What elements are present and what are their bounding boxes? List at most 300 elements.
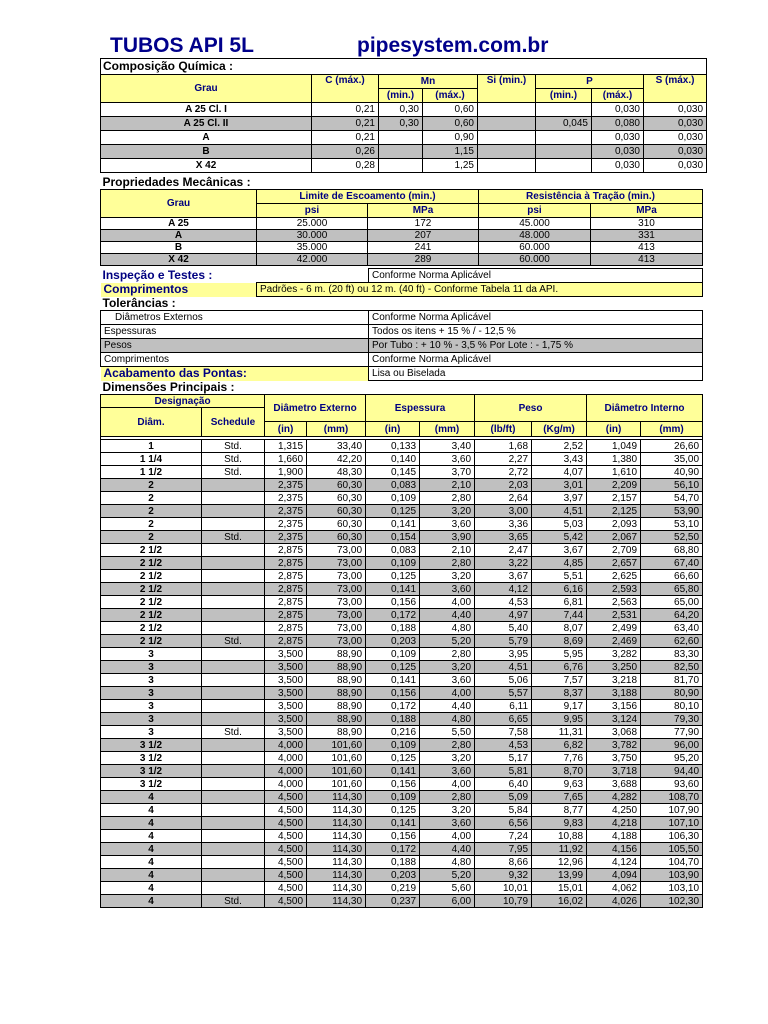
- cell-lim-psi: 35.000: [257, 242, 368, 254]
- col-mn-min: (min.): [379, 89, 423, 103]
- cell-dint-in: 4,188: [587, 830, 641, 843]
- cell-esp-in: 0,125: [366, 505, 420, 518]
- cell-peso-kgm: 5,42: [532, 531, 587, 544]
- cell-peso-lbft: 6,11: [475, 700, 532, 713]
- cell-esp-mm: 4,80: [420, 622, 475, 635]
- cell-peso-kgm: 4,51: [532, 505, 587, 518]
- cell-peso-lbft: 7,24: [475, 830, 532, 843]
- cell-dext-in: 2,875: [265, 557, 307, 570]
- cell-esp-in: 0,109: [366, 648, 420, 661]
- dimensoes-row: [101, 440, 703, 453]
- cell-dint-in: 2,209: [587, 479, 641, 492]
- cell-esp-in: 0,141: [366, 765, 420, 778]
- cell-diam: 3: [101, 648, 202, 661]
- cell-s: 0,030: [644, 131, 707, 145]
- cell-esp-mm: 4,00: [420, 778, 475, 791]
- composicao-section-title: Composição Química :: [101, 59, 707, 75]
- cell-dext-in: 3,500: [265, 700, 307, 713]
- cell-schedule: [202, 700, 265, 713]
- cell-dint-mm: 105,50: [641, 843, 703, 856]
- cell-schedule: [202, 674, 265, 687]
- cell-dint-in: 2,593: [587, 583, 641, 596]
- cell-dext-mm: 33,40: [307, 440, 366, 453]
- cell-dext-mm: 101,60: [307, 765, 366, 778]
- cell-peso-lbft: 5,40: [475, 622, 532, 635]
- cell-dext-in: 2,375: [265, 505, 307, 518]
- cell-peso-kgm: 8,77: [532, 804, 587, 817]
- cell-esp-in: 0,188: [366, 622, 420, 635]
- cell-grau: A 25 Cl. I: [101, 103, 312, 117]
- cell-peso-lbft: 2,47: [475, 544, 532, 557]
- cell-dext-mm: 114,30: [307, 882, 366, 895]
- cell-esp-in: 0,141: [366, 674, 420, 687]
- dimensoes-row: [101, 609, 703, 622]
- cell-schedule: [202, 544, 265, 557]
- cell-esp-in: 0,141: [366, 583, 420, 596]
- cell-dint-mm: 64,20: [641, 609, 703, 622]
- cell-peso-lbft: 4,12: [475, 583, 532, 596]
- cell-dext-in: 3,500: [265, 713, 307, 726]
- cell-peso-kgm: 2,52: [532, 440, 587, 453]
- cell-dext-in: 4,000: [265, 739, 307, 752]
- cell-dint-mm: 107,90: [641, 804, 703, 817]
- cell-diam: 4: [101, 830, 202, 843]
- cell-diam: 1 1/4: [101, 453, 202, 466]
- cell-esp-mm: 2,80: [420, 557, 475, 570]
- dimensoes-row: [101, 557, 703, 570]
- cell-peso-lbft: 3,95: [475, 648, 532, 661]
- cell-dext-mm: 73,00: [307, 596, 366, 609]
- cell-peso-kgm: 10,88: [532, 830, 587, 843]
- cell-dint-in: 4,094: [587, 869, 641, 882]
- cell-dint-mm: 65,80: [641, 583, 703, 596]
- cell-dint-in: 4,156: [587, 843, 641, 856]
- dimensoes-row: [101, 453, 703, 466]
- cell-schedule: [202, 778, 265, 791]
- cell-dint-in: 4,282: [587, 791, 641, 804]
- cell-c: 0,21: [312, 131, 379, 145]
- cell-dext-mm: 88,90: [307, 674, 366, 687]
- col-dint-in: (in): [587, 422, 641, 437]
- cell-dext-mm: 60,30: [307, 505, 366, 518]
- cell-esp-mm: 5,50: [420, 726, 475, 739]
- cell-res-mpa: 413: [591, 254, 703, 266]
- cell-dint-in: 2,469: [587, 635, 641, 648]
- composicao-row: [101, 145, 707, 159]
- tolerancia-label: Comprimentos: [101, 353, 369, 367]
- cell-dext-in: 2,875: [265, 609, 307, 622]
- tolerancia-row: [101, 339, 703, 353]
- dimensoes-row: [101, 687, 703, 700]
- cell-dint-in: 2,499: [587, 622, 641, 635]
- cell-esp-in: 0,125: [366, 752, 420, 765]
- cell-esp-mm: 3,40: [420, 440, 475, 453]
- cell-schedule: [202, 830, 265, 843]
- cell-esp-in: 0,109: [366, 557, 420, 570]
- cell-dext-mm: 114,30: [307, 804, 366, 817]
- dimensoes-row: [101, 817, 703, 830]
- cell-esp-mm: 3,60: [420, 674, 475, 687]
- cell-dint-mm: 56,10: [641, 479, 703, 492]
- cell-schedule: [202, 492, 265, 505]
- cell-schedule: [202, 661, 265, 674]
- cell-dext-in: 4,500: [265, 804, 307, 817]
- cell-dext-mm: 101,60: [307, 739, 366, 752]
- cell-dint-mm: 106,30: [641, 830, 703, 843]
- cell-peso-kgm: 8,07: [532, 622, 587, 635]
- cell-p-min: 0,045: [536, 117, 592, 131]
- cell-esp-mm: 3,70: [420, 466, 475, 479]
- cell-dint-mm: 81,70: [641, 674, 703, 687]
- cell-esp-in: 0,125: [366, 804, 420, 817]
- cell-esp-mm: 3,60: [420, 583, 475, 596]
- cell-lim-mpa: 172: [368, 218, 479, 230]
- cell-dext-mm: 88,90: [307, 687, 366, 700]
- cell-grau: B: [101, 242, 257, 254]
- cell-peso-kgm: 3,97: [532, 492, 587, 505]
- cell-esp-mm: 4,40: [420, 843, 475, 856]
- cell-peso-kgm: 4,07: [532, 466, 587, 479]
- cell-dint-mm: 53,10: [641, 518, 703, 531]
- cell-schedule: [202, 791, 265, 804]
- cell-dext-in: 1,660: [265, 453, 307, 466]
- cell-dint-in: 3,124: [587, 713, 641, 726]
- cell-peso-lbft: 7,95: [475, 843, 532, 856]
- cell-schedule: Std.: [202, 531, 265, 544]
- dimensoes-row: [101, 648, 703, 661]
- inspecao-value: Conforme Norma Aplicável: [369, 269, 703, 283]
- cell-dext-in: 4,500: [265, 791, 307, 804]
- cell-esp-mm: 3,60: [420, 453, 475, 466]
- cell-schedule: [202, 557, 265, 570]
- cell-schedule: [202, 583, 265, 596]
- cell-dint-mm: 63,40: [641, 622, 703, 635]
- cell-dext-mm: 114,30: [307, 817, 366, 830]
- cell-dext-mm: 88,90: [307, 726, 366, 739]
- cell-lim-psi: 25.000: [257, 218, 368, 230]
- cell-dint-in: 1,380: [587, 453, 641, 466]
- cell-dint-mm: 53,90: [641, 505, 703, 518]
- cell-dext-mm: 73,00: [307, 544, 366, 557]
- cell-dext-in: 2,875: [265, 596, 307, 609]
- cell-peso-lbft: 2,72: [475, 466, 532, 479]
- cell-diam: 3: [101, 700, 202, 713]
- col-mn: Mn: [379, 75, 478, 89]
- cell-diam: 2: [101, 479, 202, 492]
- cell-esp-in: 0,172: [366, 609, 420, 622]
- col-schedule: Schedule: [202, 408, 265, 437]
- dimensoes-row: [101, 700, 703, 713]
- cell-lim-psi: 42.000: [257, 254, 368, 266]
- cell-peso-kgm: 12,96: [532, 856, 587, 869]
- cell-res-mpa: 413: [591, 242, 703, 254]
- cell-dint-in: 3,750: [587, 752, 641, 765]
- composicao-row: [101, 103, 707, 117]
- col-espessura: Espessura: [366, 395, 475, 422]
- cell-peso-kgm: 8,69: [532, 635, 587, 648]
- cell-dint-in: 2,093: [587, 518, 641, 531]
- cell-diam: 2 1/2: [101, 635, 202, 648]
- cell-esp-mm: 3,60: [420, 765, 475, 778]
- dimensoes-row: [101, 661, 703, 674]
- cell-dint-in: 4,124: [587, 856, 641, 869]
- cell-dext-in: 4,500: [265, 856, 307, 869]
- dimensoes-row: [101, 674, 703, 687]
- cell-esp-mm: 3,20: [420, 752, 475, 765]
- cell-schedule: Std.: [202, 726, 265, 739]
- cell-dint-mm: 94,40: [641, 765, 703, 778]
- cell-dext-in: 1,315: [265, 440, 307, 453]
- cell-mn-min: [379, 131, 423, 145]
- cell-dext-mm: 114,30: [307, 843, 366, 856]
- cell-si: [478, 103, 536, 117]
- cell-dint-mm: 108,70: [641, 791, 703, 804]
- comprimentos-value: Padrões - 6 m. (20 ft) ou 12 m. (40 ft) - Conforme Tabela 11 da API.: [257, 283, 703, 297]
- cell-peso-kgm: 5,95: [532, 648, 587, 661]
- cell-dext-mm: 48,30: [307, 466, 366, 479]
- cell-schedule: [202, 505, 265, 518]
- col-res-mpa: MPa: [591, 204, 703, 218]
- col-diam-externo: Diâmetro Externo: [265, 395, 366, 422]
- col-esp-mm: (mm): [420, 422, 475, 437]
- cell-dint-mm: 83,30: [641, 648, 703, 661]
- cell-p-min: [536, 131, 592, 145]
- cell-dext-mm: 42,20: [307, 453, 366, 466]
- cell-dext-mm: 114,30: [307, 856, 366, 869]
- cell-esp-mm: 4,40: [420, 700, 475, 713]
- cell-diam: 3 1/2: [101, 739, 202, 752]
- cell-schedule: [202, 739, 265, 752]
- cell-esp-in: 0,237: [366, 895, 420, 908]
- cell-res-psi: 45.000: [479, 218, 591, 230]
- cell-esp-in: 0,188: [366, 713, 420, 726]
- cell-dext-in: 4,500: [265, 895, 307, 908]
- dimensoes-row: [101, 544, 703, 557]
- cell-diam: 1: [101, 440, 202, 453]
- cell-p-max: 0,030: [592, 159, 644, 173]
- cell-lim-mpa: 241: [368, 242, 479, 254]
- cell-dint-in: 3,688: [587, 778, 641, 791]
- cell-dint-in: 3,156: [587, 700, 641, 713]
- cell-dint-mm: 93,60: [641, 778, 703, 791]
- mecanicas-table: [100, 175, 703, 266]
- cell-peso-kgm: 8,70: [532, 765, 587, 778]
- cell-diam: 2: [101, 505, 202, 518]
- cell-lim-mpa: 289: [368, 254, 479, 266]
- cell-dext-mm: 73,00: [307, 622, 366, 635]
- col-p-min: (min.): [536, 89, 592, 103]
- cell-esp-mm: 2,10: [420, 479, 475, 492]
- site-url: pipesystem.com.br: [357, 34, 549, 57]
- cell-c: 0,21: [312, 117, 379, 131]
- cell-grau: A: [101, 230, 257, 242]
- cell-s: 0,030: [644, 117, 707, 131]
- col-resistencia: Resistência à Tração (min.): [479, 190, 703, 204]
- cell-dext-in: 4,000: [265, 765, 307, 778]
- cell-grau: A: [101, 131, 312, 145]
- cell-p-min: [536, 159, 592, 173]
- col-p: P: [536, 75, 644, 89]
- cell-peso-lbft: 4,51: [475, 661, 532, 674]
- cell-lim-mpa: 207: [368, 230, 479, 242]
- col-diam-interno: Diâmetro Interno: [587, 395, 703, 422]
- cell-diam: 2 1/2: [101, 544, 202, 557]
- cell-diam: 3 1/2: [101, 765, 202, 778]
- cell-peso-lbft: 5,09: [475, 791, 532, 804]
- cell-dext-in: 2,375: [265, 518, 307, 531]
- mecanicas-row: [101, 254, 703, 266]
- col-peso-kgm: (Kg/m): [532, 422, 587, 437]
- cell-dint-mm: 35,00: [641, 453, 703, 466]
- cell-peso-kgm: 9,95: [532, 713, 587, 726]
- cell-esp-in: 0,156: [366, 830, 420, 843]
- cell-dext-mm: 114,30: [307, 869, 366, 882]
- cell-dext-in: 4,000: [265, 778, 307, 791]
- composicao-table: [100, 58, 707, 173]
- cell-peso-kgm: 6,81: [532, 596, 587, 609]
- cell-peso-kgm: 5,51: [532, 570, 587, 583]
- tolerancia-row: [101, 311, 703, 325]
- cell-dint-in: 2,531: [587, 609, 641, 622]
- cell-peso-lbft: 5,81: [475, 765, 532, 778]
- cell-dext-in: 2,375: [265, 479, 307, 492]
- cell-peso-kgm: 9,17: [532, 700, 587, 713]
- cell-peso-lbft: 5,57: [475, 687, 532, 700]
- cell-peso-lbft: 4,97: [475, 609, 532, 622]
- cell-c: 0,28: [312, 159, 379, 173]
- cell-dext-mm: 60,30: [307, 492, 366, 505]
- mecanicas-row: [101, 218, 703, 230]
- col-s: S (máx.): [644, 75, 707, 103]
- cell-peso-lbft: 4,53: [475, 739, 532, 752]
- cell-dint-in: 3,718: [587, 765, 641, 778]
- cell-esp-mm: 2,10: [420, 544, 475, 557]
- cell-diam: 2: [101, 518, 202, 531]
- cell-dext-in: 3,500: [265, 674, 307, 687]
- dimensoes-table: [100, 394, 703, 908]
- cell-dext-mm: 73,00: [307, 570, 366, 583]
- tolerancia-value: Todos os itens + 15 % / - 12,5 %: [369, 325, 703, 339]
- cell-esp-mm: 3,20: [420, 804, 475, 817]
- tolerancia-row: [101, 353, 703, 367]
- cell-peso-kgm: 8,37: [532, 687, 587, 700]
- cell-esp-mm: 4,80: [420, 856, 475, 869]
- dimensoes-row: [101, 466, 703, 479]
- cell-dint-mm: 80,90: [641, 687, 703, 700]
- cell-peso-lbft: 3,22: [475, 557, 532, 570]
- cell-res-psi: 60.000: [479, 242, 591, 254]
- cell-c: 0,26: [312, 145, 379, 159]
- cell-s: 0,030: [644, 103, 707, 117]
- cell-mn-min: [379, 145, 423, 159]
- cell-dext-in: 4,500: [265, 830, 307, 843]
- cell-esp-in: 0,109: [366, 492, 420, 505]
- cell-dext-mm: 114,30: [307, 895, 366, 908]
- cell-esp-mm: 2,80: [420, 739, 475, 752]
- cell-mn-max: 1,25: [423, 159, 478, 173]
- cell-peso-kgm: 11,31: [532, 726, 587, 739]
- cell-esp-mm: 3,60: [420, 518, 475, 531]
- acabamento-value: Lisa ou Biselada: [369, 367, 703, 381]
- cell-dint-mm: 104,70: [641, 856, 703, 869]
- cell-c: 0,21: [312, 103, 379, 117]
- cell-peso-lbft: 3,65: [475, 531, 532, 544]
- cell-esp-in: 0,141: [366, 817, 420, 830]
- cell-dext-mm: 73,00: [307, 635, 366, 648]
- cell-p-max: 0,030: [592, 145, 644, 159]
- cell-dint-mm: 54,70: [641, 492, 703, 505]
- dimensoes-row: [101, 869, 703, 882]
- cell-res-psi: 60.000: [479, 254, 591, 266]
- cell-p-max: 0,030: [592, 131, 644, 145]
- cell-dint-mm: 65,00: [641, 596, 703, 609]
- cell-dext-in: 4,500: [265, 843, 307, 856]
- composicao-row: [101, 117, 707, 131]
- cell-diam: 4: [101, 869, 202, 882]
- cell-dint-in: 2,067: [587, 531, 641, 544]
- cell-dint-mm: 80,10: [641, 700, 703, 713]
- cell-dint-mm: 107,10: [641, 817, 703, 830]
- cell-esp-mm: 5,20: [420, 869, 475, 882]
- cell-dext-in: 4,000: [265, 752, 307, 765]
- cell-peso-kgm: 3,43: [532, 453, 587, 466]
- cell-mn-max: 0,60: [423, 117, 478, 131]
- tolerancia-label: Espessuras: [101, 325, 369, 339]
- cell-schedule: Std.: [202, 466, 265, 479]
- cell-esp-mm: 2,80: [420, 791, 475, 804]
- cell-dext-in: 3,500: [265, 648, 307, 661]
- col-c: C (máx.): [312, 75, 379, 103]
- col-diam: Diâm.: [101, 408, 202, 437]
- cell-dext-in: 2,375: [265, 531, 307, 544]
- tolerancia-value: Conforme Norma Aplicável: [369, 353, 703, 367]
- cell-peso-kgm: 7,44: [532, 609, 587, 622]
- cell-dext-mm: 114,30: [307, 791, 366, 804]
- cell-schedule: [202, 817, 265, 830]
- tolerancia-value: Por Tubo : + 10 % - 3,5 % Por Lote : - 1,75 %: [369, 339, 703, 353]
- cell-p-max: 0,030: [592, 103, 644, 117]
- cell-schedule: [202, 609, 265, 622]
- cell-dint-in: 2,157: [587, 492, 641, 505]
- cell-peso-lbft: 4,53: [475, 596, 532, 609]
- cell-peso-kgm: 6,82: [532, 739, 587, 752]
- dimensoes-row: [101, 479, 703, 492]
- cell-diam: 2 1/2: [101, 570, 202, 583]
- cell-diam: 3: [101, 661, 202, 674]
- cell-esp-mm: 4,00: [420, 830, 475, 843]
- cell-peso-lbft: 7,58: [475, 726, 532, 739]
- cell-peso-lbft: 5,79: [475, 635, 532, 648]
- cell-esp-in: 0,140: [366, 453, 420, 466]
- cell-esp-in: 0,219: [366, 882, 420, 895]
- cell-res-psi: 48.000: [479, 230, 591, 242]
- cell-diam: 2 1/2: [101, 609, 202, 622]
- inspecao-label: Inspeção e Testes :: [102, 268, 213, 282]
- cell-diam: 2: [101, 492, 202, 505]
- cell-diam: 2 1/2: [101, 596, 202, 609]
- dimensoes-row: [101, 752, 703, 765]
- cell-schedule: [202, 804, 265, 817]
- cell-schedule: [202, 869, 265, 882]
- cell-schedule: [202, 622, 265, 635]
- cell-dext-mm: 101,60: [307, 778, 366, 791]
- title-text: TUBOS API 5L: [110, 34, 254, 57]
- cell-grau: X 42: [101, 159, 312, 173]
- cell-grau: B: [101, 145, 312, 159]
- cell-dint-in: 4,062: [587, 882, 641, 895]
- cell-esp-mm: 3,20: [420, 661, 475, 674]
- cell-dint-in: 3,188: [587, 687, 641, 700]
